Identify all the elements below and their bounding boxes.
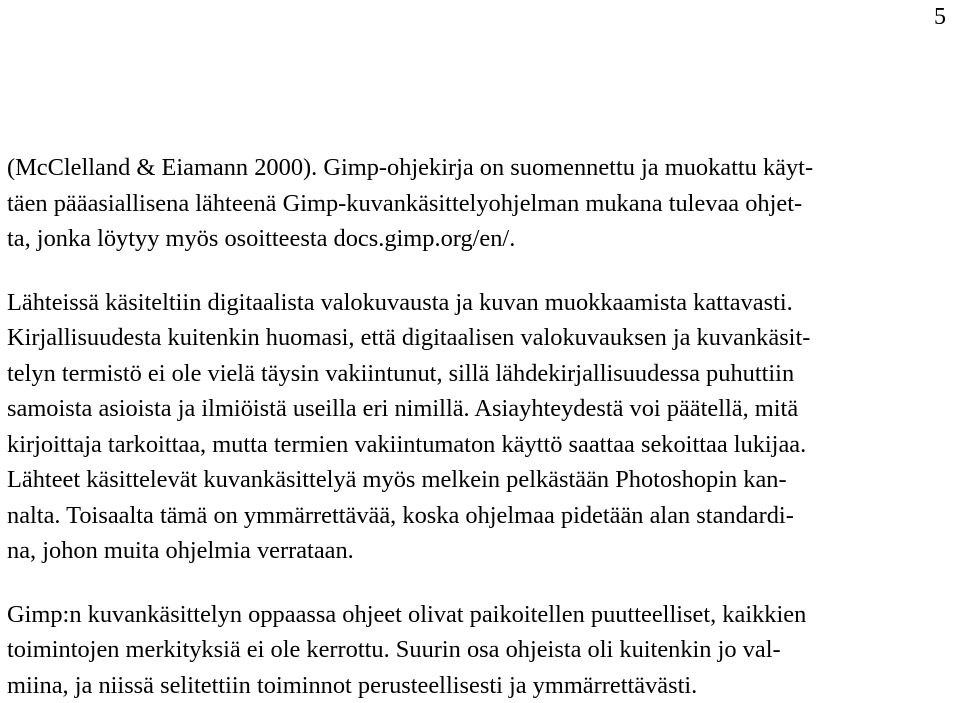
paragraph-1 [7,150,953,257]
text-line: miina, ja niissä selitettiin toiminnot perusteellisesti ja ymmärrettävästi. [7,668,953,703]
text-line: nalta. Toisaalta tämä on ymmärrettävää, koska ohjelmaa pidetään alan standardi- [7,498,953,534]
text-line: täen pääasiallisena lähteenä Gimp-kuvankäsittelyohjelman mukana tulevaa ohjet- [7,186,953,222]
page-number: 5 [934,2,946,32]
text-line: telyn termistö ei ole vielä täysin vakiintunut, sillä lähdekirjallisuudessa puhuttiin [7,356,953,392]
text-line: kirjoittaja tarkoittaa, mutta termien vakiintumaton käyttö saattaa sekoittaa lukijaa. [7,427,953,463]
paragraph-2 [7,285,953,569]
document-body [7,150,953,703]
text-line: Lähteissä käsiteltiin digitaalista valokuvausta ja kuvan muokkaamista kattavasti. [7,285,953,321]
paragraph-3 [7,597,953,703]
text-line: toimintojen merkityksiä ei ole kerrottu. Suurin osa ohjeista oli kuitenkin jo val- [7,632,953,668]
paragraph-gap [7,569,953,597]
text-line: (McClelland & Eiamann 2000). Gimp-ohjekirja on suomennettu ja muokattu käyt- [7,150,953,186]
text-line: Gimp:n kuvankäsittelyn oppaassa ohjeet olivat paikoitellen puutteelliset, kaikkien [7,597,953,633]
text-line: ta, jonka löytyy myös osoitteesta docs.gimp.org/en/. [7,221,953,257]
paragraph-gap [7,257,953,285]
text-line: samoista asioista ja ilmiöistä useilla eri nimillä. Asiayhteydestä voi päätellä, mitä [7,391,953,427]
text-line: na, johon muita ohjelmia verrataan. [7,533,953,569]
text-line: Lähteet käsittelevät kuvankäsittelyä myös melkein pelkästään Photoshopin kan- [7,462,953,498]
text-line: Kirjallisuudesta kuitenkin huomasi, että digitaalisen valokuvauksen ja kuvankäsit- [7,320,953,356]
